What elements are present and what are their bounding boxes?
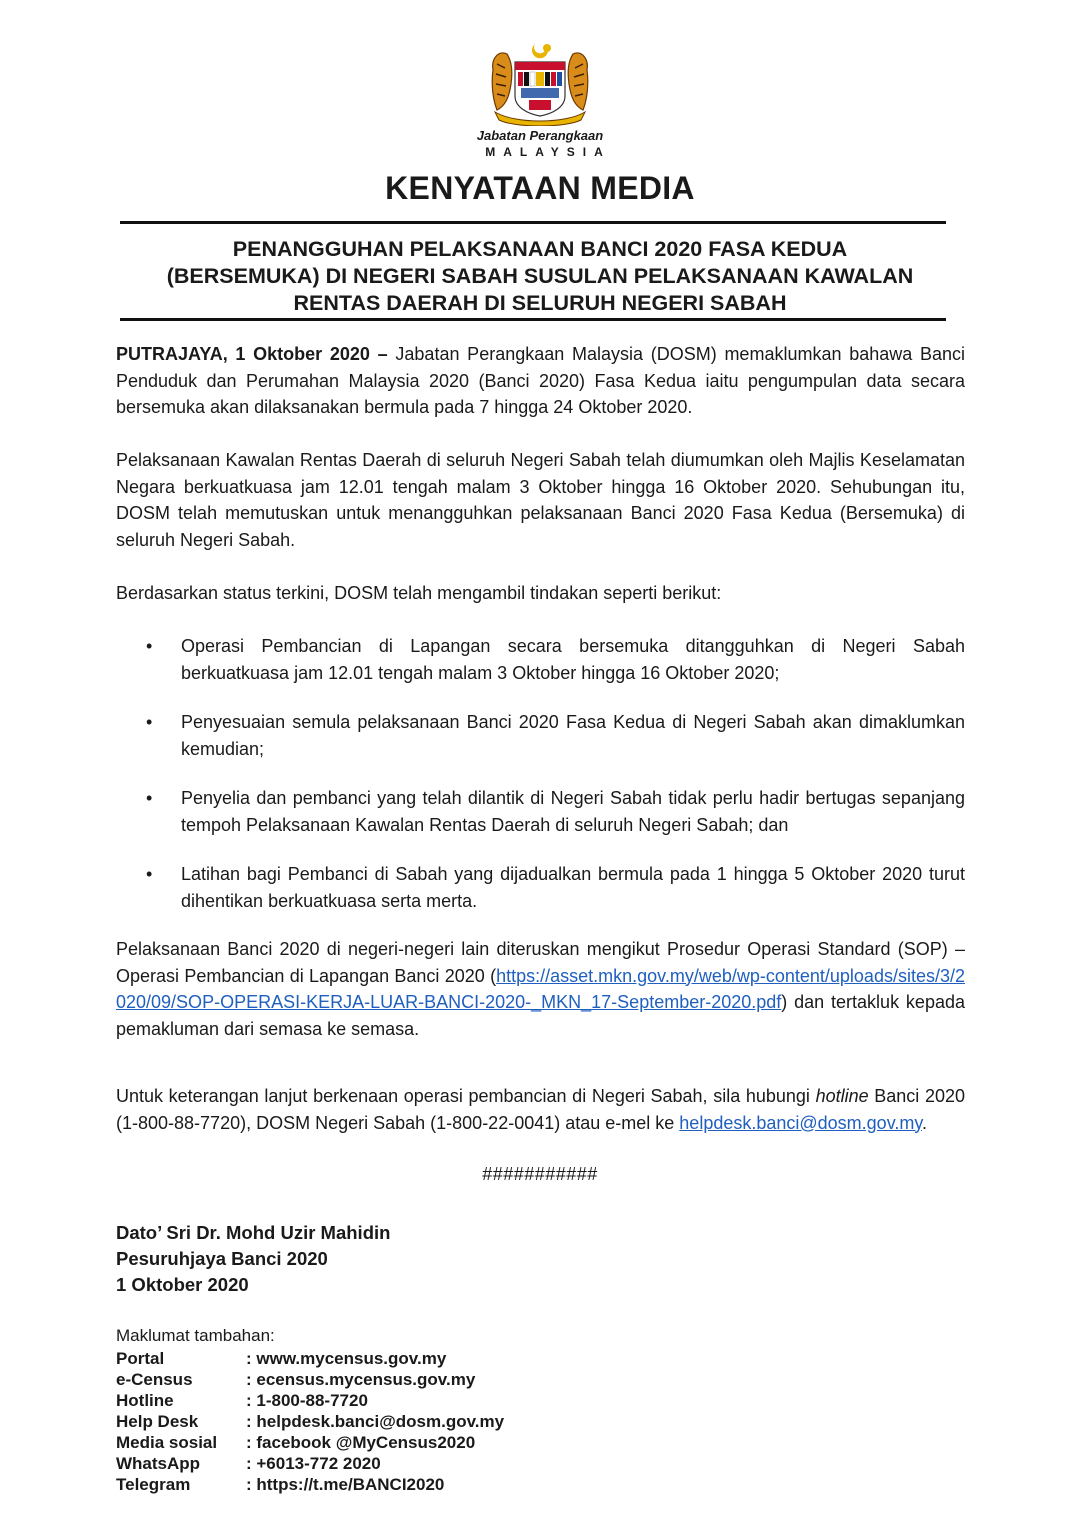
end-separator: ########### <box>482 1164 598 1184</box>
bullet-icon: • <box>146 864 153 884</box>
title-rule-top <box>120 221 946 224</box>
paragraph-sop-text-end: ) dan tertakluk kepada pemakluman dari semasa ke semasa. <box>116 992 965 1039</box>
list-item <box>146 633 965 686</box>
info-key: Hotline <box>116 1391 174 1410</box>
list-item-text: Penyelia dan pembanci yang telah dilantik di Negeri Sabah tidak perlu hadir bertugas sepanjang tempoh Pelaksanaan Kawalan Rentas Daerah di seluruh Negeri Sabah; dan <box>181 788 965 835</box>
signatory-name: Dato’ Sri Dr. Mohd Uzir Mahidin <box>116 1222 391 1243</box>
info-row-portal <box>116 1348 446 1369</box>
info-row-helpdesk <box>116 1411 504 1432</box>
info-key: WhatsApp <box>116 1454 201 1473</box>
malaysia-coat-of-arms-icon <box>485 40 595 126</box>
dateline: PUTRAJAYA, 1 Oktober 2020 – <box>116 344 388 364</box>
info-key: Telegram <box>116 1475 191 1494</box>
list-item-text: Latihan bagi Pembanci di Sabah yang dijadualkan bermula pada 1 hingga 5 Oktober 2020 turut dihentikan berkuatkuasa serta merta. <box>181 864 965 911</box>
paragraph-actions-intro: Berdasarkan status terkini, DOSM telah mengambil tindakan seperti berikut: <box>116 583 722 603</box>
info-key: e-Census <box>116 1370 193 1389</box>
headline-line: RENTAS DAERAH DI SELURUH NEGERI SABAH <box>293 291 787 315</box>
info-row-whatsapp <box>116 1453 381 1474</box>
paragraph-contact-text-mid: Banci 2020 (1-800-88-7720), DOSM Negeri Sabah (1-800-22-0041) atau e-mel ke <box>116 1086 965 1133</box>
org-country: MALAYSIA <box>485 145 611 159</box>
info-row-hotline <box>116 1390 368 1411</box>
paragraph-contact-end: . <box>922 1112 928 1133</box>
sop-document-link[interactable]: https://asset.mkn.gov.my/web/wp-content/uploads/sites/3/2020/09/SOP-OPERASI-KERJA-LUAR-BANCI-2020-_MKN_17-September-2020.pdf <box>116 965 965 1012</box>
info-row-telegram <box>116 1474 444 1495</box>
paragraph-intro <box>116 341 965 421</box>
hotline-term: hotline <box>815 1086 869 1106</box>
headline-line: (BERSEMUKA) DI NEGERI SABAH SUSULAN PELAKSANAAN KAWALAN <box>166 264 914 288</box>
paragraph-control-order: Pelaksanaan Kawalan Rentas Daerah di seluruh Negeri Sabah telah diumumkan oleh Majlis Keselamatan Negara berkuatkuasa jam 12.01 tengah malam 3 Oktober hingga 16 Oktober 2020. Sehubungan itu, DOSM telah memutuskan untuk menangguhkan pelaksanaan Banci 2020 Fasa Kedua (Bersemuka) di seluruh Negeri Sabah. <box>116 450 965 550</box>
title-rule-bottom <box>120 318 946 321</box>
info-row-social <box>116 1432 475 1453</box>
info-key: Help Desk <box>116 1412 199 1431</box>
paragraph-sop-text: Pelaksanaan Banci 2020 di negeri-negeri lain diteruskan mengikut Prosedur Operasi Standard (SOP) – Operasi Pembancian di Lapangan Banci 2020 ( <box>116 939 965 986</box>
list-item-text: Penyesuaian semula pelaksanaan Banci 2020 Fasa Kedua di Negeri Sabah akan dimaklumkan kemudian; <box>181 712 965 759</box>
info-value: : www.mycensus.gov.my <box>246 1349 447 1368</box>
org-name: Jabatan Perangkaan <box>476 128 604 143</box>
bullet-icon: • <box>146 636 153 656</box>
info-value: : 1-800-88-7720 <box>246 1391 368 1410</box>
info-key: Media sosial <box>116 1433 218 1452</box>
signature-date: 1 Oktober 2020 <box>116 1274 249 1295</box>
list-item <box>146 709 965 762</box>
info-value: : helpdesk.banci@dosm.gov.my <box>246 1412 505 1431</box>
list-item <box>146 861 965 914</box>
paragraph-intro-text: Jabatan Perangkaan Malaysia (DOSM) memaklumkan bahawa Banci Penduduk dan Perumahan Malaysia 2020 (Banci 2020) Fasa Kedua iaitu pengumpulan data secara bersemuka akan dilaksanakan bermula pada 7 hingga 24 Oktober 2020. <box>116 344 966 417</box>
headline <box>120 236 960 317</box>
info-heading: Maklumat tambahan: <box>116 1326 275 1345</box>
document-title: KENYATAAN MEDIA <box>385 170 695 206</box>
paragraph-contact-text: Untuk keterangan lanjut berkenaan operasi pembancian di Negeri Sabah, sila hubungi <box>116 1086 816 1106</box>
list-item <box>146 785 965 838</box>
info-key: Portal <box>116 1349 165 1368</box>
info-value: : https://t.me/BANCI2020 <box>246 1475 445 1494</box>
info-value: : +6013-772 2020 <box>246 1454 381 1473</box>
paragraph-sop <box>116 936 965 1042</box>
headline-line: PENANGGUHAN PELAKSANAAN BANCI 2020 FASA KEDUA <box>232 237 848 261</box>
info-value: : facebook @MyCensus2020 <box>246 1433 476 1452</box>
info-row-ecensus <box>116 1369 475 1390</box>
bullet-icon: • <box>146 788 153 808</box>
helpdesk-email-link[interactable]: helpdesk.banci@dosm.gov.my <box>679 1112 923 1133</box>
paragraph-contact <box>116 1083 965 1136</box>
bullet-icon: • <box>146 712 153 732</box>
info-value: : ecensus.mycensus.gov.my <box>246 1370 476 1389</box>
list-item-text: Operasi Pembancian di Lapangan secara bersemuka ditangguhkan di Negeri Sabah berkuatkuasa jam 12.01 tengah malam 3 Oktober hingga 16 Oktober 2020; <box>181 636 965 683</box>
signatory-position: Pesuruhjaya Banci 2020 <box>116 1248 328 1269</box>
